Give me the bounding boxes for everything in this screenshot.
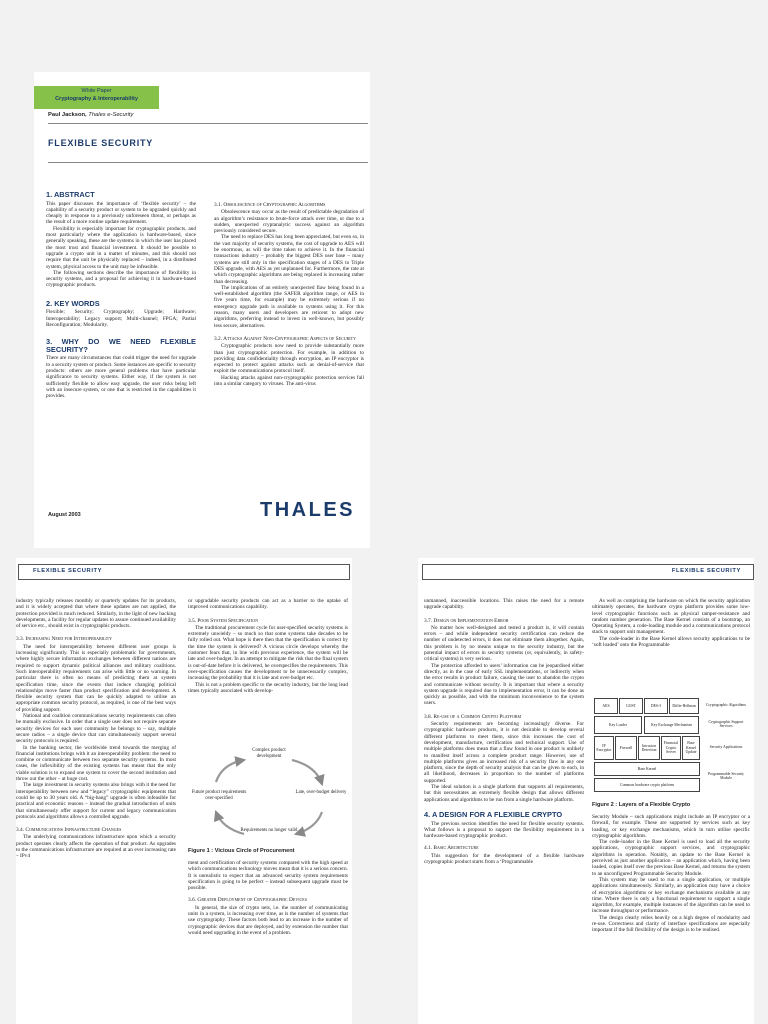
paragraph: This suggestion for the development of a flexible hardware cryptographic product starts from a ‘Programmable <box>424 852 584 865</box>
page-title: FLEXIBLE SECURITY <box>48 138 154 148</box>
paragraph: The protection afforded to users’ information can be jeopardised either directly, as in the case of early SSL implementations, or indirectly when the error results in product failure, causing the user to abandon the crypto and communicate without security. It is important that where a security system upgrade is required due to implementation error, it can be done as quickly as possible, and with the minimum inconvenience to the system users. <box>424 662 584 707</box>
subsection-heading: 4.1. Basic Architecture <box>424 845 479 852</box>
node-late-delivery: Late, over-budget delivery <box>295 790 347 795</box>
right-column <box>214 200 364 387</box>
white-paper-band <box>34 86 159 109</box>
cover-page <box>34 72 370 548</box>
key-exchange-box: Key Exchange Mechanism <box>644 716 699 734</box>
node-requirements-invalid: Requirements no longer valid <box>240 828 298 833</box>
subsection-heading: 3.6. Greater Deployment of Cryptographic Devices <box>188 897 307 904</box>
paragraph: No matter how well-designed and tested a product is, it will contain errors – and while independent security certification can reduce the number of undetected errors, it does not eliminate them altogether. Again, this problem is by no means unique to the security industry, but the potential impact of errors in security systems (or, equivalently, in safety-critical systems) is very serious. <box>424 624 584 663</box>
paragraph: unmanned, inaccessible locations. This raises the need for a remote upgrade capability. <box>424 598 584 611</box>
intrusion-detection-box: Intrusion Detection <box>638 736 660 760</box>
paragraph: Cryptographic products now need to provide substantially more than just cryptographic protection. For example, in addition to providing data confidentiality through encryption, an IP encryptor is expected to protect against attacks such as denial-of-service that exploit the communications protocol itself. <box>214 343 364 375</box>
paragraph: Security Module – such applications might include an IP encryptor or a firewall, for example. These are supported by services such as key loading, or key exchange mechanisms, which in turn utilise specific cryptographic algorithms. <box>592 814 750 839</box>
subsection-heading: 3.5. Poor System Specification <box>188 617 259 624</box>
paragraph: The need to replace DES has long been appreciated, but even so, in the vast majority of security systems, the cost of upgrade to AES will be enormous, as will the time taken to achieve it. In the financial transactions industry – probably the biggest DES user base – many systems are still only in the specification stages of a DES to Triple DES upgrade, with AES as yet unplanned for. Furthermore, the rate at which cryptographic algorithms are being replaced is increasing rather than decreasing. <box>214 234 364 285</box>
right-column <box>592 598 750 648</box>
paragraph: ment and certification of security systems compared with the high speed at which communications technology moves mean that it is a serious concern. It is unrealistic to expect that an advanced security system requirements specification is going to be perfect – instead subsequent upgrade must be possible. <box>188 860 348 892</box>
left-column <box>424 598 584 865</box>
running-title: FLEXIBLE SECURITY <box>33 568 103 574</box>
paragraph: The traditional procurement cycle for user-specified security systems is extremely unwieldy – so much so that some systems take decades to be fully rolled out. What hope is there then that the specification is correct by the time the system is delivered? A vicious circle develops whereby the customer fears that, in line with previous experience, the system will be late and over-budget. In an attempt to mitigate the risk that the final system is out-of-date before it is delivered, he overspecifies the requirements. This over-specification causes the development to be unnecessarily complex, increasing the probability that it is late and over-budget etc. <box>188 624 348 682</box>
key-loader-box: Key Loader <box>594 716 642 734</box>
running-header <box>422 564 754 580</box>
right-column-continued <box>188 860 348 936</box>
band-label: White Paper <box>81 88 112 94</box>
paragraph: industry typically releases monthly or quarterly updates for its products, and it is widely accepted that where these updates are not applied, the protection provided is much reduced. Similarly, in the light of new hacking developments, a facility for regular updates to assure continued availability of service etc., should exist in cryptographic products. <box>16 598 176 630</box>
right-column <box>188 598 348 694</box>
author-line <box>48 112 133 118</box>
paragraph: The underlying communications infrastructure upon which a security product operates clearly affects the operation of that product. As upgrades to the communications infrastructure are required at an ever increasing rate – IPv4 <box>16 834 176 860</box>
common-hw-platform-box: Common hardware crypto platform <box>594 778 700 792</box>
subsection-heading: 3.1. Obsolescence of Cryptographic Algorithms <box>214 202 326 208</box>
subsection-heading: 3.2. Attacks Against Non-Cryptographic Aspects of Security <box>214 335 356 342</box>
paragraph: National and coalition communications security requirements can often be mutually exclusive. In order that a single user does not require separate security devices for each user community he belongs to – say, multiple secure radios – a single device that can simultaneously support several security protocols is required. <box>16 713 176 745</box>
thales-logo: THALES <box>260 499 355 521</box>
band-subject: Cryptography & Interoperability <box>55 96 138 102</box>
firewall-box: Firewall <box>615 736 637 760</box>
subsection-heading: 3.3. Increasing Need for Interoperability <box>16 636 113 643</box>
author-name: Paul Jackson, <box>48 112 87 118</box>
diffie-hellman-box: Diffie-Hellman <box>669 698 699 714</box>
paragraph: Hacking attacks against non-cryptographic protection services fall into a similar category to viruses. The anti-virus <box>214 374 364 388</box>
paragraph: Security requirements are becoming increasingly diverse. For cryptographic hardware products, it is not desirable to develop several different platforms to meet them, since this increases the cost of development, manufacture, certification and technical support. Use of multiple platforms does mean that a flaw found in one product is unlikely to manifest itself across a complete product range. However, use of multiple platforms gives an increased risk of a security flaw in any one platform, since the depth of security analysis that can be given to each, in all likelihood, decreases in proportion to the number of platforms supported. <box>424 721 584 784</box>
paragraph: In general, the size of crypto nets, i.e. the number of communicating units in a system, is increasing over time, as is the number of systems that use cryptography. These factors both lead to an increase in the number of cryptographic devices that are deployed, and by extension the number that would need upgrading in the event of a problem. <box>188 904 348 936</box>
figure-caption: Figure 1 : Vicious Circle of Procurement <box>188 848 295 854</box>
paragraph: or upgradable security products can act as a barrier to the uptake of improved communications capability. <box>188 598 348 611</box>
divider <box>48 123 368 124</box>
paragraph: This system may be used to run a single application, or multiple applications simultaneously. Similarly, an application may have a choice of encryption algorithms or key exchange mechanisms available at any time. Where there is only a functional requirement to support a single algorithm, for example, multiple instances of the algorithm can be used to increase throughput or performance. <box>592 876 750 915</box>
figure-caption: Figure 2 : Layers of a Flexible Crypto <box>592 802 691 808</box>
node-complex-development: Complex product development <box>252 748 286 759</box>
label-crypto-algorithms: Cryptographic Algorithms <box>704 698 748 712</box>
page-three <box>418 558 754 1024</box>
section-heading: 1. ABSTRACT <box>46 190 95 199</box>
paragraph: The code-loader in the Base Kernel allows security applications to be ‘soft loaded’ onto the Programmable <box>592 635 750 649</box>
subsection-heading: 3.8. Re-use of a Common Crypto Platform <box>424 713 522 720</box>
left-column <box>46 191 196 400</box>
financial-crypto-server-box: Financial Crypto Server <box>661 736 681 760</box>
paragraph: The large investment in security systems also brings with it the need for interoperability between new and “legacy” cryptographic equipments that could be up to 30 years old. A “big-bang” upgrade is often infeasible for practical and economic reasons – instead the gradual introduction of units that simultaneously offer support for current and legacy communication protocols and algorithms allows a controlled upgrade. <box>16 782 176 820</box>
section-heading: 2. KEY WORDS <box>46 298 100 308</box>
paragraph: In the banking sector, the worldwide trend towards the merging of financial institutions brings with it an interoperability problem: the need to combine or communicate between two separate security systems. In most cases, the inflexibility of the existing systems has meant that the only viable solution is to expand one system to cover the second institution and throw out the other – at huge cost. <box>16 744 176 783</box>
figure-vicious-circle <box>188 744 348 844</box>
paragraph: The previous section identifies the need for flexible security systems. What follows is a proposal to support the flexibility requirement in a hardware-based cryptographic product. <box>424 820 584 840</box>
running-title: FLEXIBLE SECURITY <box>671 568 741 574</box>
paragraph: The code-loader in the Base Kernel is used to load all the security applications, cryptographic support services, and cryptographic algorithms in operation. Notably, an update to the Base Kernel is perceived as just another application – an application which, having been loaded, copies itself over the previous Base Kernel, and returns the system to an unconfigured Programmable Security Module. <box>592 839 750 877</box>
paragraph: This is not a problem specific to the security industry, but the long lead times typically associated with develop- <box>188 681 348 694</box>
label-crypto-support: Cryptographic Support Services <box>704 716 748 732</box>
subsection-heading: 3.4. Communications Infrastructure Changes <box>16 827 122 834</box>
ip-encryptor-box: IP Encryptor <box>594 736 614 760</box>
paragraph: Flexibility is especially important for cryptographic products, and most particularly where the application is hardware-based, since generally speaking, these are the systems in which the user has placed the most trust and financial investment. It should be possible to upgrade a crypto unit in a matter of minutes, and this should not require that the unit be physically replaced – indeed, in a distributed system, physical access to the unit may be infeasible. <box>46 225 196 270</box>
divider <box>48 162 368 163</box>
paragraph: The implications of an entirely unexpected flaw being found in a well-established algorithm (the SAFER algorithm range, or AES in five years time, for example) may be extremely serious if no emergency upgrade path is available to systems using it. For this reason, many users and developers are reticent to adopt new algorithms, preferring instead to invest in well-known, but possibly less secure, alternatives. <box>214 284 364 329</box>
paragraph: The design clearly relies heavily on a high degree of modularity and re-use. Correctness and clarity of interface specifications are especially important if the full flexibility of the design is to be realised. <box>592 914 750 934</box>
node-overspecified: Future product requirements over-specified <box>191 790 247 801</box>
paragraph: The ideal solution is a single platform that supports all requirements, but this necessitates an extremely flexible design that allows different applications and algorithms to be run from a single hardware platform. <box>424 784 584 803</box>
running-header <box>18 564 350 580</box>
base-kernel-update-box: Base Kernel Update <box>682 736 700 760</box>
label-psm: Programmable Security Module <box>704 762 748 790</box>
section-heading: 4. A DESIGN FOR A FLEXIBLE CRYPTO <box>424 809 563 819</box>
section-heading: 3. WHY DO WE NEED FLEXIBLE SECURITY? <box>46 337 196 354</box>
page-two <box>16 558 352 1024</box>
figure-flexible-crypto-layers <box>592 696 752 800</box>
paragraph: The following sections describe the importance of flexibility in security systems, and a proposal for achieving it in hardware-based cryptographic products. <box>46 269 196 289</box>
right-column-continued <box>592 814 750 934</box>
paragraph: There are many circumstances that could trigger the need for upgrade to a security system or product. Some instances are specific to security products: others are more general problems that have particular significance to security systems. Either way, if the system is not sufficiently flexible to allow easy upgrade, the user risks being left with an insecure system, or one that is restricted in the capabilities it provides. <box>46 355 196 400</box>
paragraph: Flexible; Security; Cryptography; Upgrade; Hardware; Interoperability; Legacy support; Multi-channel; FPGA; Partial Reconfiguration; Modularity. <box>46 309 196 328</box>
paragraph: This paper discusses the importance of ‘flexible security’ – the capability of a security product or system to be upgraded quickly and cheaply in response to a previously unforeseen threat, or perhaps as the result of a more routine update requirement. <box>46 200 196 226</box>
aes-box: AES <box>594 698 618 714</box>
paragraph: As well as comprising the hardware on which the security application ultimately operates, the hardware crypto platform provides some low-level cryptographic functions such as physical tamper-resistance and random number generation. The Base Kernel consists of a bootstrap, an Operating System, a code-loading module and a communications protocol stack to support unit management. <box>592 598 750 636</box>
author-org: Thales e-Security <box>88 112 134 118</box>
gost-box: GOST <box>619 698 643 714</box>
paragraph: The need for interoperability between different user groups is increasing significantly. This is especially problematic for governments, where highly secure information exchanges between different nations are required to support dynamic political alliances and military coalitions. Such interoperability requirements can arise with little or no warning. In particular there is often no means of predicting them at system specification time, since the events that induce changing political relationships move faster than product specification and development. A flexible security system that can be quickly adapted to utilise an appropriate common security protocol, as required, is one of the best ways of providing support. <box>16 643 176 713</box>
label-security-apps: Security Applications <box>704 736 748 758</box>
base-kernel-box: Base Kernel <box>594 762 700 776</box>
subsection-heading: 3.7. Design or Implementation Error <box>424 617 509 624</box>
paragraph: Obsolescence may occur as the result of predictable degradation of an algorithm’s resistance to brute-force attack over time, or due to a sudden, unexpected cryptanalytic success against an algorithm previously considered secure. <box>214 209 364 235</box>
left-column <box>16 598 176 860</box>
publication-date: August 2003 <box>48 512 81 518</box>
des3-box: DES-3 <box>644 698 668 714</box>
